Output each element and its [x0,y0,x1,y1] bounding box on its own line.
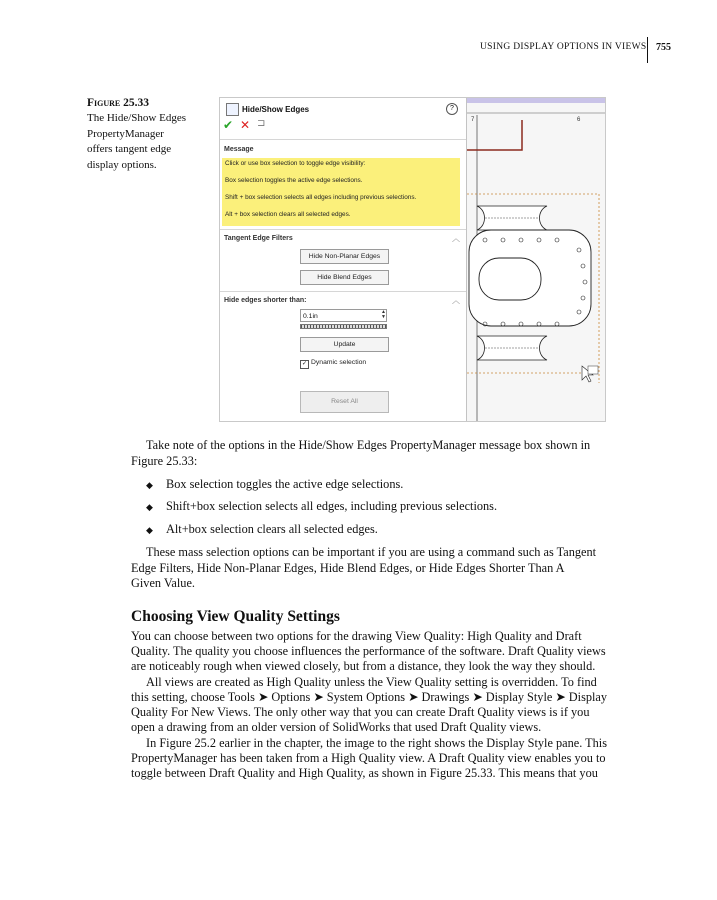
paragraph-line: Quality. The quality you choose influences the performance of the software. Draft Quality views [131,644,606,658]
red-border-line [467,120,522,150]
oval-opening [479,258,541,300]
ok-checkmark-icon[interactable]: ✔ [223,118,234,132]
message-line: Shift + box selection selects all edges including previous selections. [225,194,417,201]
hide-show-edges-icon [226,103,239,116]
hide-edges-shorter-heading[interactable]: Hide edges shorter than: [224,297,307,304]
help-icon[interactable]: ? [446,103,458,115]
paragraph-line: You can choose between two options for the drawing View Quality: High Quality and Draft [131,629,582,643]
header-rule [647,37,648,63]
drawing-area[interactable] [467,98,605,421]
figure-screenshot [219,97,606,422]
cancel-x-icon[interactable]: ✕ [240,118,251,132]
paragraph-line: Figure 25.33: [131,454,198,468]
caption-line: The Hide/Show Edges [87,112,186,124]
zone-label: 7 [471,117,475,123]
caption-line: display options. [87,158,157,171]
bullet-item: Box selection toggles the active edge selections. [166,477,404,491]
tangent-edge-filters-heading[interactable]: Tangent Edge Filters [224,235,293,242]
edge-length-input[interactable]: 0.1in [300,309,387,322]
bullet-item: Shift+box selection selects all edges, including previous selections. [166,499,498,513]
caption-line: offers tangent edge [87,143,172,155]
section-heading: Choosing View Quality Settings [131,608,340,625]
zone-label: 6 [577,117,581,123]
drawing-view [467,98,605,421]
spin-arrows-icon[interactable]: ▲ ▼ [381,309,386,320]
edge-length-slider[interactable] [300,324,387,329]
paragraph-line: open a drawing from an older version of SolidWorks that used Draft Quality views. [131,720,542,734]
hide-show-edges-property-manager [220,98,467,421]
collapse-chevron-icon[interactable]: ︿ [452,296,460,305]
section-divider [220,291,466,292]
paragraph-line: PropertyManager has been taken from a High Quality view. A Draft Quality view enables you to [131,751,606,765]
message-box [222,158,460,226]
caption-line: PropertyManager [87,127,164,140]
cursor-icon [582,366,598,382]
drawing-top-band [467,98,605,103]
bullet-item: Alt+box selection clears all selected edges. [166,522,378,536]
bullet-diamond-icon: ◆ [146,525,153,535]
paragraph-line: Take note of the options in the Hide/Show Edges PropertyManager message box shown in [146,438,591,452]
update-button[interactable]: Update [300,337,389,352]
reset-all-button[interactable]: Reset All [300,391,389,413]
section-divider [220,229,466,230]
bullet-diamond-icon: ◆ [146,480,153,490]
page-number: 755 [656,42,671,53]
paragraph-line: are noticeably rough when viewed closely, but from a distance, they look the way they should. [131,659,596,673]
pm-title: Hide/Show Edges [242,105,310,114]
paragraph-line: Given Value. [131,576,195,590]
paragraph-line: In Figure 25.2 earlier in the chapter, the image to the right shows the Display Style pane. This [146,736,607,750]
dynamic-selection-checkbox[interactable]: ✓ [301,361,308,367]
bullet-diamond-icon: ◆ [146,502,153,512]
hide-blend-edges-button[interactable]: Hide Blend Edges [300,270,389,285]
paragraph-line: this setting, choose Tools ➤ Options ➤ System Options ➤ Drawings ➤ Display Style ➤ Display [131,690,608,704]
pm-titlebar [220,98,466,120]
figure-caption [87,111,207,173]
dynamic-selection-label: Dynamic selection [311,359,367,366]
collapse-chevron-icon[interactable]: ︿ [452,234,460,243]
message-heading[interactable]: Message [224,146,254,153]
pushpin-icon[interactable]: ⊐ [257,118,266,129]
paragraph-line: These mass selection options can be important if you are using a command such as Tangent [146,545,597,559]
paragraph-line: toggle between Draft Quality and High Quality, as shown in Figure 25.33. This means that you [131,766,598,780]
paragraph-line: Edge Filters, Hide Non-Planar Edges, Hide Blend Edges, or Hide Edges Shorter Than A [131,561,565,575]
paragraph-line: All views are created as High Quality unless the View Quality setting is overridden. To find [146,675,597,689]
figure-label: Figure 25.33 [87,97,150,109]
paragraph-line: Quality For New Views. The only other way that you can create Draft Quality views is if you [131,705,590,719]
message-line: Click or use box selection to toggle edge visibility: [225,160,366,167]
message-line: Alt + box selection clears all selected edges. [225,211,351,218]
running-header: USING DISPLAY OPTIONS IN VIEWS [480,42,647,52]
hide-non-planar-edges-button[interactable]: Hide Non-Planar Edges [300,249,389,264]
section-divider [220,139,466,140]
message-line: Box selection toggles the active edge selections. [225,177,363,184]
